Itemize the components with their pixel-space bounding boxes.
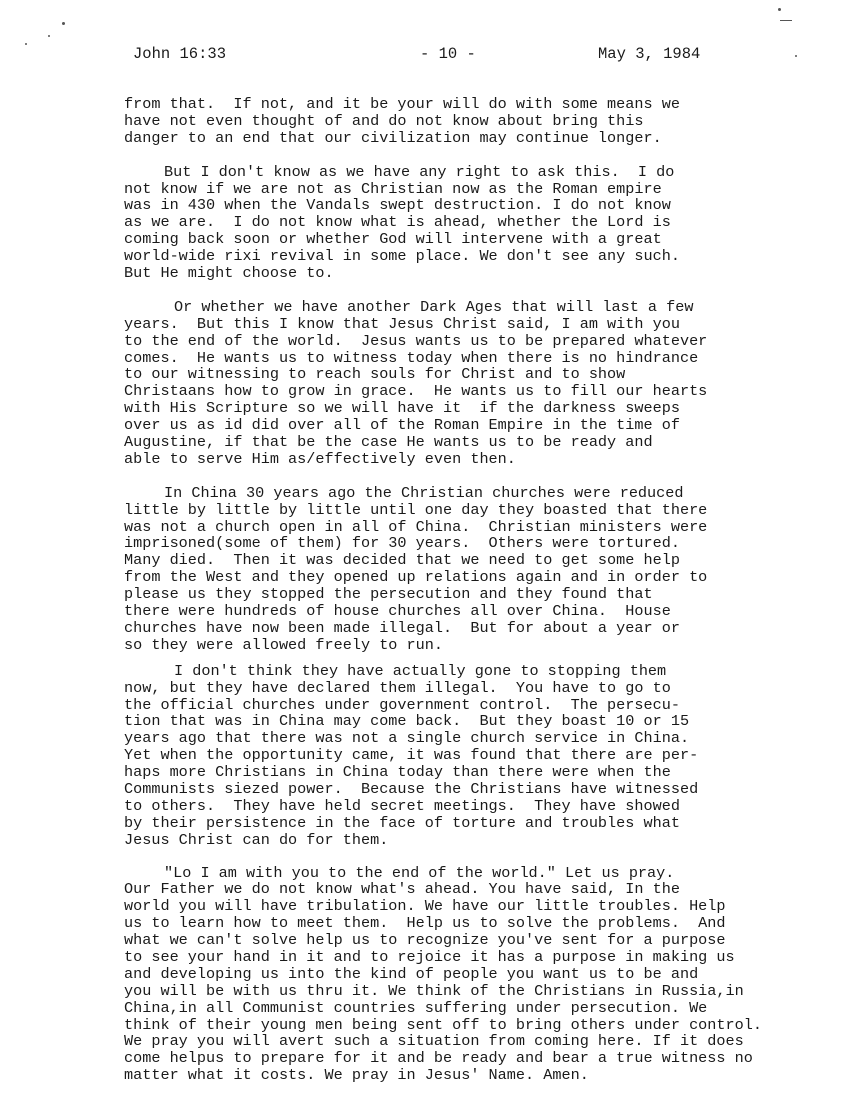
paragraph — [0, 299, 851, 468]
text-line: Yet when the opportunity came, it was found that there are per- — [124, 746, 699, 765]
text-line: you will be with us thru it. We think of the Christians in Russia,in — [124, 981, 744, 1000]
text-line: as we are. I do not know what is ahead, whether the Lord is — [124, 213, 671, 232]
text-line: was in 430 when the Vandals swept destruction. I do not know — [124, 196, 671, 215]
text-line: little by little by little until one day they boasted that there — [124, 500, 708, 519]
text-line: with His Scripture so we will have it if the darkness sweeps — [124, 399, 680, 418]
text-line: us to learn how to meet them. Help us to solve the problems. And — [124, 914, 726, 933]
text-line: But I don't know as we have any right to ask this. I do — [164, 162, 675, 181]
text-line: able to serve Him as/effectively even then. — [124, 449, 516, 468]
text-line: churches have now been made illegal. But for about a year or — [124, 618, 680, 637]
page-header — [0, 43, 851, 65]
text-line: over us as id did over all of the Roman Empire in the time of — [124, 416, 680, 435]
text-line: and developing us into the kind of people you want us to be and — [124, 964, 699, 983]
text-line: danger to an end that our civilization may continue longer. — [124, 128, 662, 147]
text-line: Many died. Then it was decided that we need to get some help — [124, 551, 680, 570]
text-line: to others. They have held secret meetings. They have showed — [124, 796, 680, 815]
text-line: by their persistence in the face of torture and troubles what — [124, 813, 680, 832]
scan-speck — [25, 43, 27, 45]
scan-speck — [62, 22, 65, 25]
text-line: matter what it costs. We pray in Jesus' Name. Amen. — [124, 1066, 589, 1085]
text-line: comes. He wants us to witness today when there is no hindrance — [124, 348, 699, 367]
text-line: coming back soon or whether God will intervene with a great — [124, 230, 662, 249]
paragraph — [0, 96, 851, 147]
text-line: In China 30 years ago the Christian churches were reduced — [164, 483, 684, 502]
text-line: years ago that there was not a single church service in China. — [124, 729, 690, 748]
text-line: Augustine, if that be the case He wants us to be ready and — [124, 433, 653, 452]
text-line: Or whether we have another Dark Ages that will last a few — [174, 297, 694, 316]
text-line: But He might choose to. — [124, 264, 334, 283]
text-line: imprisoned(some of them) for 30 years. Others were tortured. — [124, 534, 680, 553]
text-line: now, but they have declared them illegal. You have to go to — [124, 678, 671, 697]
paragraph — [0, 164, 851, 282]
text-line: to our witnessing to reach souls for Christ and to show — [124, 365, 626, 384]
text-line: tion that was in China may come back. But they boast 10 or 15 — [124, 712, 690, 731]
paragraph — [0, 865, 851, 1085]
text-line: think of their young men being sent off to bring others under control. — [124, 1015, 762, 1034]
text-line: Our Father we do not know what's ahead. You have said, In the — [124, 880, 680, 899]
text-line: years. But this I know that Jesus Christ said, I am with you — [124, 314, 680, 333]
text-line: to see your hand in it and to rejoice it has a purpose in making us — [124, 947, 735, 966]
text-line: so they were allowed freely to run. — [124, 635, 443, 654]
page-number: - 10 - — [420, 45, 476, 63]
text-line: Communists siezed power. Because the Christians have witnessed — [124, 779, 699, 798]
text-line: to the end of the world. Jesus wants us to be prepared whatever — [124, 331, 708, 350]
text-line: from the West and they opened up relations again and in order to — [124, 568, 708, 587]
text-line: the official churches under government control. The persecu- — [124, 695, 680, 714]
text-line: haps more Christians in China today than there were when the — [124, 763, 671, 782]
scripture-reference: John 16:33 — [133, 45, 227, 63]
paragraph — [0, 485, 851, 654]
text-line: was not a church open in all of China. Christian ministers were — [124, 517, 708, 536]
text-line: please us they stopped the persecution and they found that — [124, 585, 653, 604]
text-line: world-wide rixi revival in some place. We don't see any such. — [124, 247, 680, 266]
text-line: come helpus to prepare for it and be ready and bear a true witness no — [124, 1049, 753, 1068]
text-line: I don't think they have actually gone to stopping them — [174, 661, 667, 680]
text-line: Christaans how to grow in grace. He wants us to fill our hearts — [124, 382, 708, 401]
scan-speck — [780, 20, 792, 21]
document-date: May 3, 1984 — [598, 45, 701, 63]
letter-body — [0, 95, 851, 1085]
text-line: world you will have tribulation. We have our little troubles. Help — [124, 897, 726, 916]
paragraph — [0, 663, 851, 849]
scan-speck — [48, 35, 50, 37]
text-line: what we can't solve help us to recognize you've sent for a purpose — [124, 931, 726, 950]
text-line: Jesus Christ can do for them. — [124, 830, 389, 849]
text-line: there were hundreds of house churches all over China. House — [124, 602, 671, 621]
text-line: China,in all Communist countries suffering under persecution. We — [124, 998, 708, 1017]
text-line: We pray you will avert such a situation from coming here. If it does — [124, 1032, 744, 1051]
scan-speck — [778, 8, 781, 11]
scan-speck — [795, 55, 797, 57]
text-line: "Lo I am with you to the end of the world." Let us pray. — [164, 863, 675, 882]
text-line: not know if we are not as Christian now as the Roman empire — [124, 179, 662, 198]
text-line: from that. If not, and it be your will do with some means we — [124, 95, 680, 113]
text-line: have not even thought of and do not know about bring this — [124, 111, 644, 130]
